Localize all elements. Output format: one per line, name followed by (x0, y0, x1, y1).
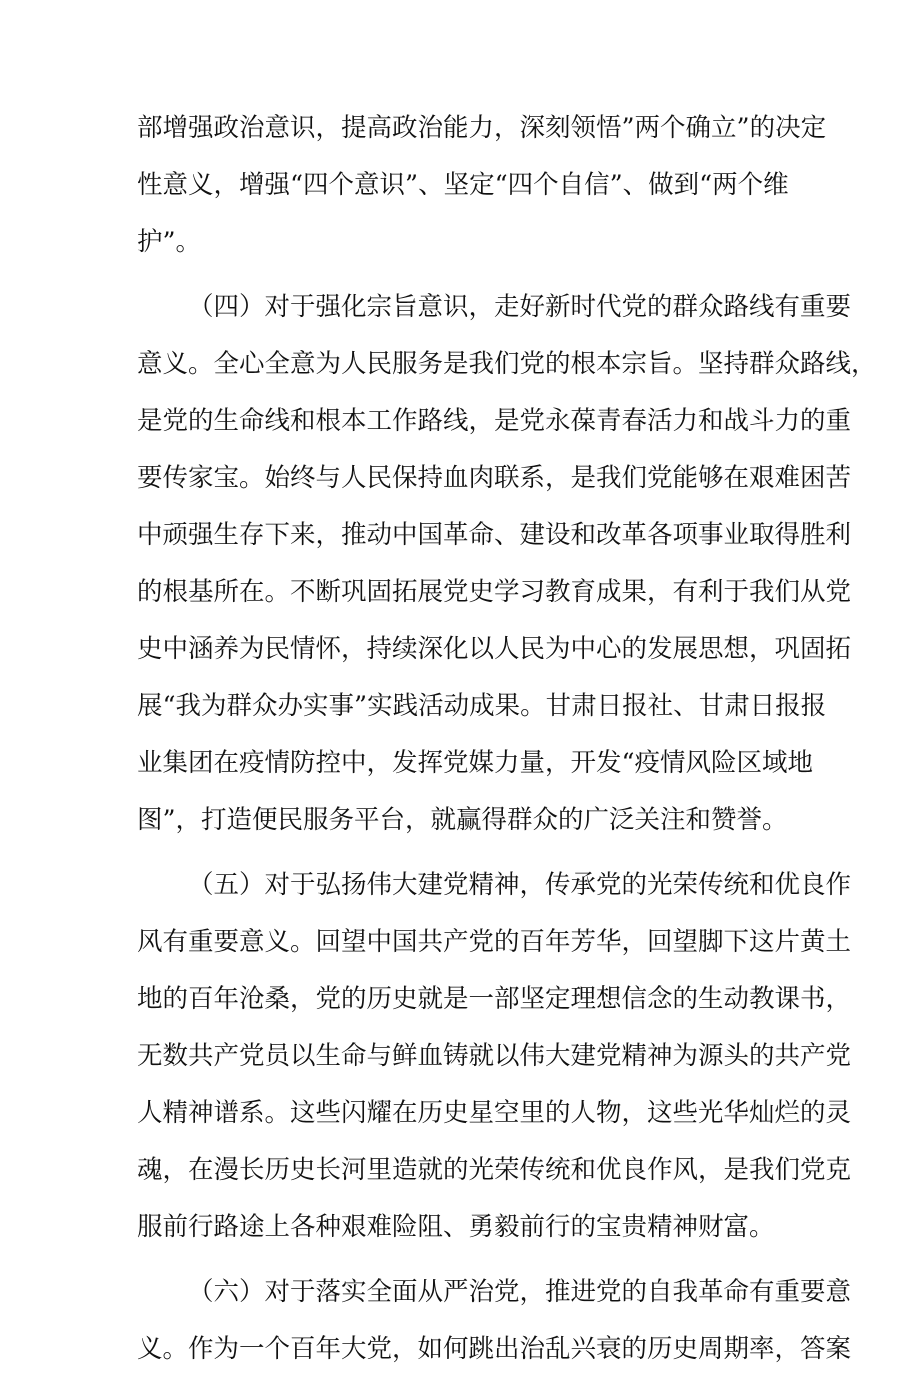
text-line: （五）对于弘扬伟大建党精神，传承党的光荣传统和优良作 (188, 870, 852, 900)
text-line: 义。作为一个百年大党，如何跳出治乱兴衰的历史周期率，答案 (137, 1334, 852, 1364)
text-line: 风有重要意义。回望中国共产党的百年芳华，回望脚下这片黄土 (137, 927, 852, 957)
text-line: 部增强政治意识，提高政治能力，深刻领悟”两个确立”的决定 (137, 113, 827, 143)
text-line: 展“我为群众办实事”实践活动成果。甘肃日报社、甘肃日报报 (137, 691, 827, 721)
text-line: 护”。 (137, 227, 202, 257)
text-line: 人精神谱系。这些闪耀在历史星空里的人物，这些光华灿烂的灵 (137, 1098, 852, 1128)
text-line: 地的百年沧桑，党的历史就是一部坚定理想信念的生动教课书， (137, 984, 852, 1014)
text-line: 无数共产党员以生命与鲜血铸就以伟大建党精神为源头的共产党 (137, 1041, 852, 1071)
paragraph-section-5 (137, 857, 852, 1256)
text-line: （四）对于强化宗旨意识，走好新时代党的群众路线有重要 (188, 292, 852, 322)
text-line: 服前行路途上各种艰难险阻、勇毅前行的宝贵精神财富。 (137, 1212, 775, 1242)
text-line: 魂，在漫长历史长河里造就的光荣传统和优良作风，是我们党克 (137, 1155, 852, 1185)
paragraph-continuation (137, 100, 827, 271)
text-line: 要传家宝。始终与人民保持血肉联系，是我们党能够在艰难困苦 (137, 463, 852, 493)
text-line: （六）对于落实全面从严治党，推进党的自我革命有重要意 (188, 1277, 852, 1307)
paragraph-section-4 (137, 279, 877, 849)
text-line: 史中涵养为民情怀，持续深化以人民为中心的发展思想，巩固拓 (137, 634, 852, 664)
text-line: 中顽强生存下来，推动中国革命、建设和改革各项事业取得胜利 (137, 520, 852, 550)
text-line: 图”，打造便民服务平台，就赢得群众的广泛关注和赞誉。 (137, 805, 788, 835)
text-line: 性意义，增强“四个意识”、坚定“四个自信”、做到“两个维 (137, 170, 789, 200)
text-line: 意义。全心全意为人民服务是我们党的根本宗旨。坚持群众路线， (137, 349, 877, 379)
text-line: 业集团在疫情防控中，发挥党媒力量，开发“疫情风险区域地 (137, 748, 814, 778)
body-text (137, 100, 877, 1378)
paragraph-section-6 (137, 1264, 852, 1378)
text-line: 的根基所在。不断巩固拓展党史学习教育成果，有利于我们从党 (137, 577, 852, 607)
text-line: 是党的生命线和根本工作路线，是党永葆青春活力和战斗力的重 (137, 406, 852, 436)
